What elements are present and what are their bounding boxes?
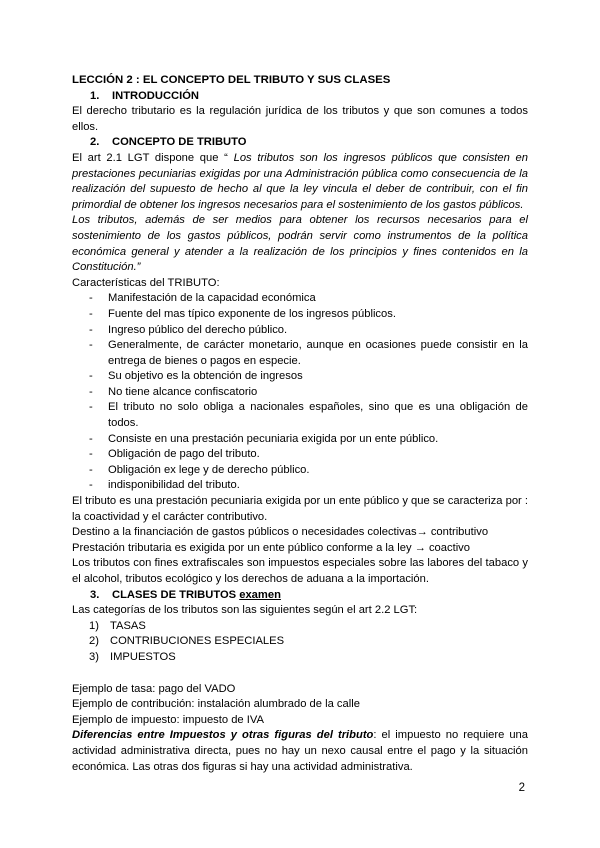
section-3-title: CLASES DE TRIBUTOS [112, 588, 237, 601]
section-3-heading [72, 588, 528, 604]
page-number: 2 [518, 782, 525, 794]
classes-intro: Las categorías de los tributos son las siguientes según el art 2.2 LGT: [72, 604, 418, 617]
example-tasa: Ejemplo de tasa: pago del VADO [72, 682, 236, 695]
list-item: 2) CONTRIBUCIONES ESPECIALES [89, 635, 285, 648]
list-item: - Generalmente, de carácter monetario, aunque en ocasiones puede consistir en la entrega de bienes o pagos en especie. [89, 339, 528, 367]
differences-paragraph [72, 728, 528, 775]
list-item: - Consiste en una prestación pecuniaria exigida por un ente público. [89, 432, 439, 445]
section-2-heading [72, 135, 528, 151]
section-2-title: CONCEPTO DE TRIBUTO [112, 136, 247, 149]
contributivo-note: Destino a la financiación de gastos públicos o necesidades colectivas→ contributivo [72, 526, 489, 539]
features-list [72, 291, 528, 494]
section-2-number: 2. [90, 136, 100, 149]
differences-label: Diferencias entre Impuestos y otras figuras del tributo [72, 729, 374, 742]
section-1-heading [72, 89, 528, 105]
list-item: - Obligación de pago del tributo. [89, 448, 260, 461]
lesson-title: LECCIÓN 2 : EL CONCEPTO DEL TRIBUTO Y SUS CLASES [72, 74, 391, 86]
list-item: - Fuente del mas típico exponente de los ingresos públicos. [89, 307, 396, 320]
quote-part-1: Los tributos son los ingresos públicos que consisten en prestaciones pecuniarias exigidas por una Administración pública como consecuencia de la realización del supuesto de hecho al que la ley vincula el deber de contribuir, con el fin primordial de obtener los ingresos necesarios para el sostenimiento de los gastos públicos. [72, 151, 528, 211]
list-item: 3) IMPUESTOS [89, 650, 176, 663]
example-impuesto: Ejemplo de impuesto: impuesto de IVA [72, 713, 264, 726]
coactivo-note: Prestación tributaria es exigida por un ente público conforme a la ley → coactivo [72, 541, 470, 554]
extrafiscal-note: Los tributos con fines extrafiscales son impuestos especiales sobre las labores del tabaco y el alcohol, tributos ecológico y los derechos de aduana a la importación. [72, 557, 528, 585]
list-item: - Ingreso público del derecho público. [89, 323, 288, 336]
list-item: - Su objetivo es la obtención de ingresos [89, 370, 303, 383]
list-item: - Manifestación de la capacidad económica [89, 292, 316, 305]
list-item: - El tributo no solo obliga a nacionales españoles, sino que es una obligación de todos. [89, 401, 528, 430]
examen-tag: examen [239, 588, 281, 601]
classes-list [72, 619, 528, 666]
lgt-quote-paragraph [72, 151, 528, 213]
section-1-number: 1. [90, 89, 100, 102]
section-1-text: El derecho tributario es la regulación jurídica de los tributos y que son comunes a todos ellos. [72, 105, 528, 133]
features-title: Características del TRIBUTO: [72, 276, 220, 289]
section-3-number: 3. [90, 588, 100, 601]
list-item: 1) TASAS [89, 619, 146, 632]
list-item: - Obligación ex lege y de derecho público. [89, 463, 310, 476]
differences-text: : el impuesto no requiere una actividad administrativa directa, pues no hay un nexo causal entre el pago y la situación económica. Las otras dos figuras si hay una actividad administrativa. [72, 729, 528, 773]
document-page [72, 73, 528, 775]
tributo-definition: El tributo es una prestación pecuniaria exigida por un ente público y que se caracteriza por : la coactividad y el carácter contributivo. [72, 495, 528, 523]
quote-intro: El art 2.1 LGT dispone que “ [72, 151, 234, 164]
section-1-title: INTRODUCCIÓN [112, 89, 200, 102]
list-item: - indisponibilidad del tributo. [89, 479, 240, 492]
example-contribucion: Ejemplo de contribución: instalación alumbrado de la calle [72, 698, 360, 711]
quote-part-2: Los tributos, además de ser medios para obtener los recursos necesarios para el sostenimiento de los gastos públicos, podrán servir como instrumentos de la política económica general y atender a la realización de los principios y fines contenidos en la Constitución.” [72, 214, 528, 274]
list-item: - No tiene alcance confiscatorio [89, 385, 258, 398]
